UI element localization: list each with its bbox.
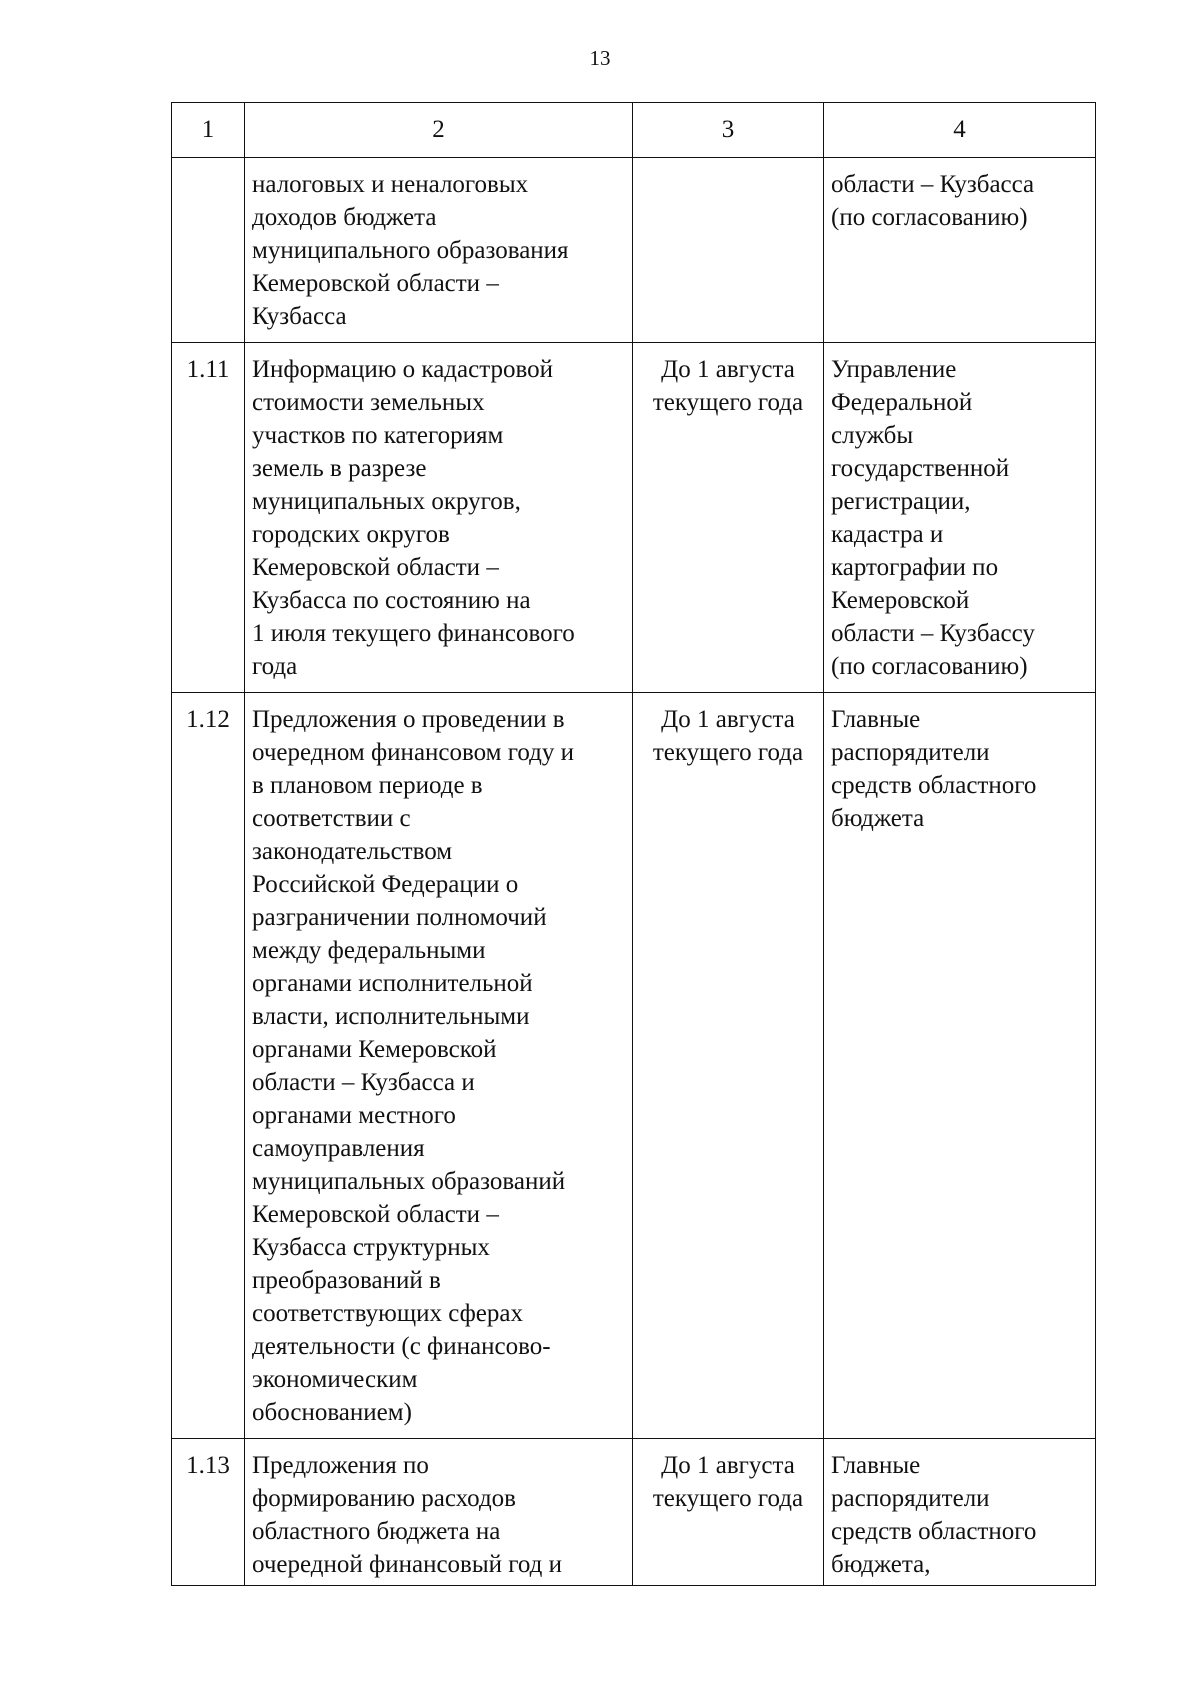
responsible-cell: Главные распорядители средств областного бюджета — [824, 693, 1096, 1439]
deadline-cell: До 1 августа текущего года — [633, 693, 824, 1439]
table-row — [172, 1439, 1096, 1586]
table-row — [172, 343, 1096, 693]
responsible-cell: Главные распорядители средств областного бюджета, — [824, 1439, 1096, 1586]
deadline-cell: До 1 августа текущего года — [633, 1439, 824, 1586]
row-number-cell: 1.11 — [172, 343, 245, 693]
column-header-3: 3 — [633, 103, 824, 158]
row-number-cell — [172, 158, 245, 343]
description-cell: налоговых и неналоговых доходов бюджета муниципального образования Кемеровской области – Кузбасса — [245, 158, 633, 343]
row-number-cell: 1.13 — [172, 1439, 245, 1586]
table-row — [172, 158, 1096, 343]
page-number: 13 — [589, 46, 611, 70]
deadline-cell: До 1 августа текущего года — [633, 343, 824, 693]
row-number-cell: 1.12 — [172, 693, 245, 1439]
responsible-cell: Управление Федеральной службы государственной регистрации, кадастра и картографии по Кемеровской области – Кузбассу (по согласованию) — [824, 343, 1096, 693]
column-header-4: 4 — [824, 103, 1096, 158]
deadline-cell — [633, 158, 824, 343]
description-cell: Предложения по формированию расходов областного бюджета на очередной финансовый год и — [245, 1439, 633, 1586]
table-row — [172, 693, 1096, 1439]
column-header-1: 1 — [172, 103, 245, 158]
description-cell: Предложения о проведении в очередном финансовом году и в плановом периоде в соответствии с законодательством Российской Федерации о разграничении полномочий между федеральными органами исполнительной власти, исполнительными органами Кемеровской области – Кузбасса и органами местного самоуправления муниципальных образований Кемеровской области – Кузбасса структурных преобразований в соответствующих сферах деятельности (с финансово- экономическим обоснованием) — [245, 693, 633, 1439]
responsible-cell: области – Кузбасса (по согласованию) — [824, 158, 1096, 343]
document-table — [171, 102, 1096, 1586]
description-cell: Информацию о кадастровой стоимости земельных участков по категориям земель в разрезе муниципальных округов, городских округов Кемеровской области – Кузбасса по состоянию на 1 июля текущего финансового года — [245, 343, 633, 693]
column-header-2: 2 — [245, 103, 633, 158]
table-header-row — [172, 103, 1096, 158]
